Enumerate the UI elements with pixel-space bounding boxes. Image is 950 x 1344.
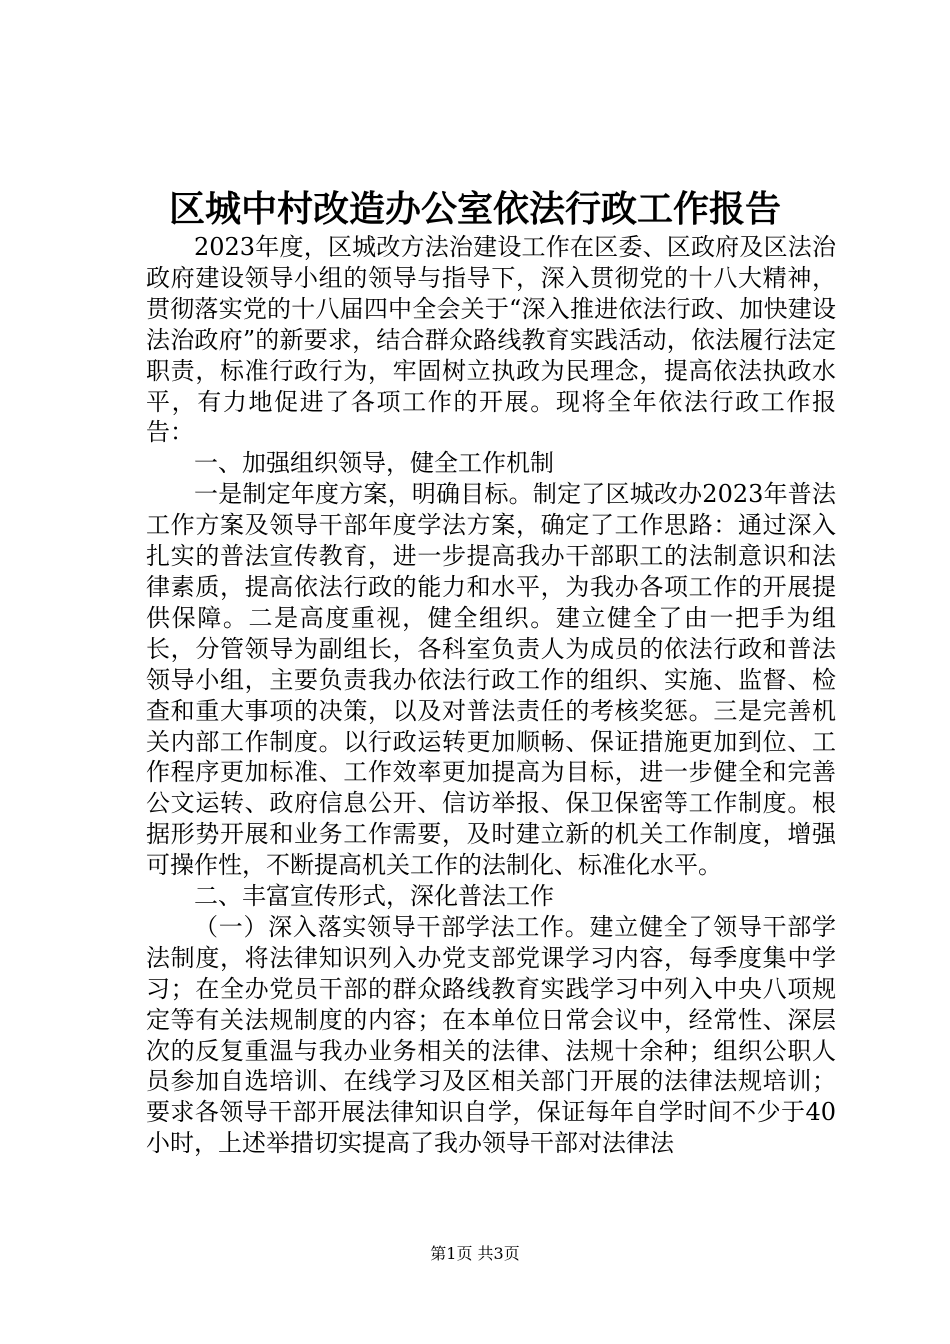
paragraph-intro: 2023年度，区城改方法治建设工作在区委、区政府及区法治政府建设领导小组的领导与指导下，深入贯彻党的十八大精神，贯彻落实党的十八届四中全会关于“深入推进依法行政、加快建设法治政府”的新要求，结合群众路线教育实践活动，依法履行法定职责，标准行政行为，牢固树立执政为民理念，提高依法执政水平，有力地促进了各项工作的开展。现将全年依法行政工作报告： — [146, 233, 836, 447]
page-footer: 第1页 共3页 — [430, 1244, 520, 1263]
paragraph-section-1: 一是制定年度方案，明确目标。制定了区城改办2023年普法工作方案及领导干部年度学法方案，确定了工作思路：通过深入扎实的普法宣传教育，进一步提高我办干部职工的法制意识和法律素质，提高依法行政的能力和水平，为我办各项工作的开展提供保障。二是高度重视，健全组织。建立健全了由一把手为组长，分管领导为副组长，各科室负责人为成员的依法行政和普法领导小组，主要负责我办依法行政工作的组织、实施、监督、检查和重大事项的决策，以及对普法责任的考核奖惩。三是完善机关内部工作制度。以行政运转更加顺畅、保证措施更加到位、工作程序更加标准、工作效率更加提高为目标，进一步健全和完善公文运转、政府信息公开、信访举报、保卫保密等工作制度。根据形势开展和业务工作需要，及时建立新的机关工作制度，增强可操作性，不断提高机关工作的法制化、标准化水平。 — [146, 480, 836, 880]
section-heading-2: 二、丰富宣传形式，深化普法工作 — [194, 882, 554, 911]
section-heading-1: 一、加强组织领导，健全工作机制 — [194, 449, 554, 478]
document-title: 区城中村改造办公室依法行政工作报告 — [168, 188, 781, 230]
paragraph-section-2: （一）深入落实领导干部学法工作。建立健全了领导干部学法制度，将法律知识列入办党支部党课学习内容，每季度集中学习；在全办党员干部的群众路线教育实践学习中列入中央八项规定等有关法规制度的内容；在本单位日常会议中，经常性、深层次的反复重温与我办业务相关的法律、法规十余种；组织公职人员参加自选培训、在线学习及区相关部门开展的法律法规培训；要求各领导干部开展法律知识自学，保证每年自学时间不少于40小时，上述举措切实提高了我办领导干部对法律法 — [146, 912, 836, 1158]
document-body — [146, 232, 836, 1159]
